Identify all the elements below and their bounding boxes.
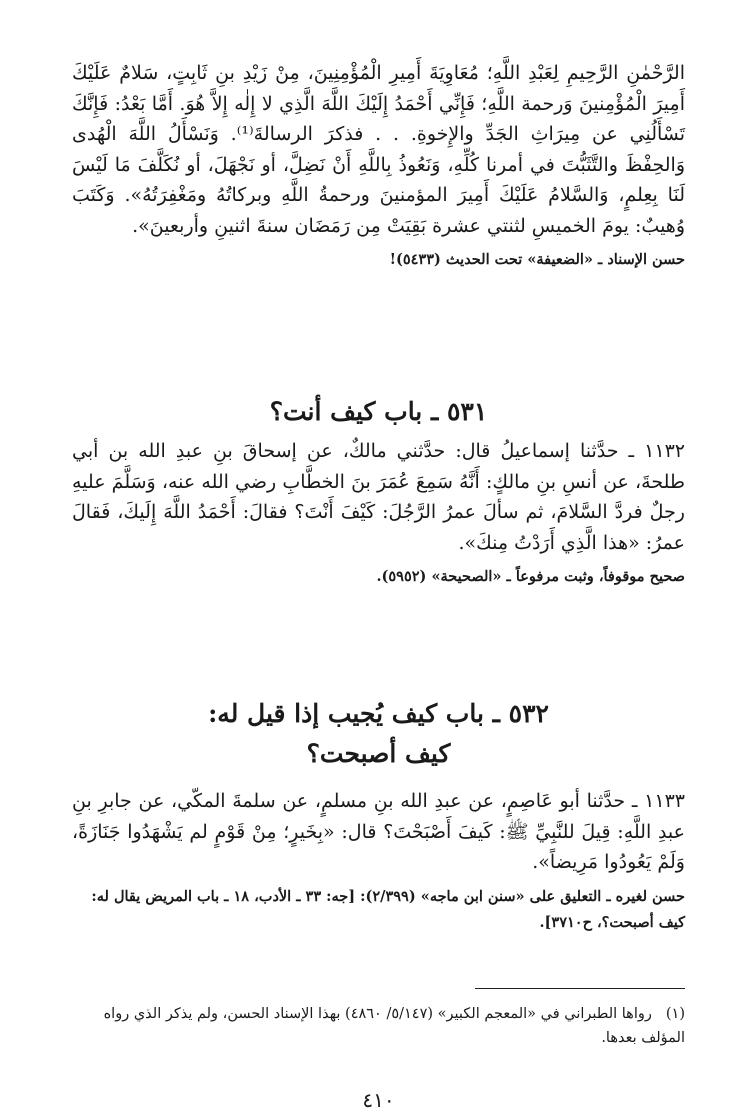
hadith-1132-block xyxy=(72,436,685,590)
previous-hadith-grade: حسن الإسناد ـ «الضعيفة» تحت الحديث (٥٤٣٣)! xyxy=(389,251,685,268)
chapter-532-title-line2: كيف أصبحت؟ xyxy=(306,739,451,768)
previous-hadith-text: الرَّحْمٰنِ الرَّحِيمِ لِعَبْدِ اللَّهِ؛ مُعَاوِيَةَ أَمِيرِ الْمُؤْمِنِينَ، مِنْ زَيْدِ بنِ ثَابِتٍ، سَلامٌ عَلَيْكَ أَمِيرَ الْمُؤْمِنينَ وَرحمة اللَّهِ؛ فَإِنِّي أَحْمَدُ إِلَيْكَ اللَّهَ الَّذِي لا إِلٰه إِلاَّ هُوَ. أَمَّا بَعْدُ: فَإِنَّكَ تَسْأَلُنِي عن مِيرَاثِ الجَدِّ والإِخوةِ. . . فذكرَ الرسالةَ⁽¹⁾. وَنَسْأَلُ اللَّهَ الْهُدى وَالحِفْظَ والتَّثَبُّتَ في أمرنا كُلِّهِ، وَنَعُوذُ بِاللَّهِ أَنْ نَضِلَّ، أو نَجْهَلَ، أو نُكَلَّفَ مَا لَيْسَ لَنَا بِعِلمٍ، وَالسَّلامُ عَلَيْكَ أَمِيرَ المؤمنينَ ورحمةُ اللَّهِ وبركاتُهُ ومَغْفِرَتُهُ». وَكَتَبَ وُهيبٌ: يومَ الخميسِ لثنتي عشرة بَقِيَتْ مِن رَمَضَان سنةَ اثنينِ وأربعينَ». xyxy=(72,62,686,237)
hadith-1132-grade: صحيح موقوفاً، وثبت مرفوعاً ـ «الصحيحة» (٥٩٥٢). xyxy=(376,568,685,585)
hadith-1133-block xyxy=(72,786,685,936)
hadith-1133-grade: حسن لغيره ـ التعليق على «سنن ابن ماجه» (٢/٣٩٩): [جه: ٣٣ ـ الأدب، ١٨ ـ باب المريض يقال له: كيف أصبحت؟، ح٣٧١٠]. xyxy=(91,887,685,931)
footnote xyxy=(72,1002,685,1050)
footnote-text: رواها الطبراني في «المعجم الكبير» (٥/١٤٧/ ٤٨٦٠) بهذا الإسناد الحسن، ولم يذكر الذي رواه المؤلف بعدها. xyxy=(103,1006,685,1046)
hadith-1133-text: ١١٣٣ ـ حدَّثنا أبو عَاصِمٍ، عن عبدِ الله بنِ مسلمٍ، عن سلمةَ المكّي، عن جابرِ بنِ عبدِ اللَّهِ: قِيلَ للنَّبِيِّ ﷺ: كَيفَ أَصْبَحْتَ؟ قال: «بِخَيرٍ؛ مِنْ قَوْمٍ لم يَشْهَدُوا جَنَازَةً، وَلَمْ يَعُودُوا مَرِيضاً». xyxy=(72,790,685,873)
chapter-531-title: ٥٣١ ـ باب كيف أنت؟ xyxy=(269,397,488,426)
page-number: ٤١٠ xyxy=(362,1088,395,1112)
chapter-532-title xyxy=(72,694,685,774)
footnote-divider xyxy=(475,988,685,989)
page-body xyxy=(72,58,686,1112)
footnote-number: (١) xyxy=(665,1006,685,1022)
previous-hadith-block xyxy=(72,58,685,273)
hadith-1132-text: ١١٣٢ ـ حدَّثنا إسماعيلُ قال: حدَّثني مالكٌ، عن إسحاقَ بنِ عبدِ الله بن أبي طلحةَ، عن أنسِ بنِ مالكٍ: أَنَّهُ سَمِعَ عُمَرَ بنَ الخطَّابِ رضي الله عنه، وَسَلَّمَ عليهِ رجلٌ فردَّ السَّلامَ، ثم سألَ عمرُ الرَّجُلَ: كَيْفَ أَنْتَ؟ فقالَ: أَحْمَدُ اللَّهَ إِلَيكَ، فَقالَ عمرُ: «هذا الَّذِي أَرَدْتُ مِنكَ». xyxy=(72,440,685,554)
chapter-532-title-line1: ٥٣٢ ـ باب كيف يُجيب إذا قيل له: xyxy=(208,699,549,728)
